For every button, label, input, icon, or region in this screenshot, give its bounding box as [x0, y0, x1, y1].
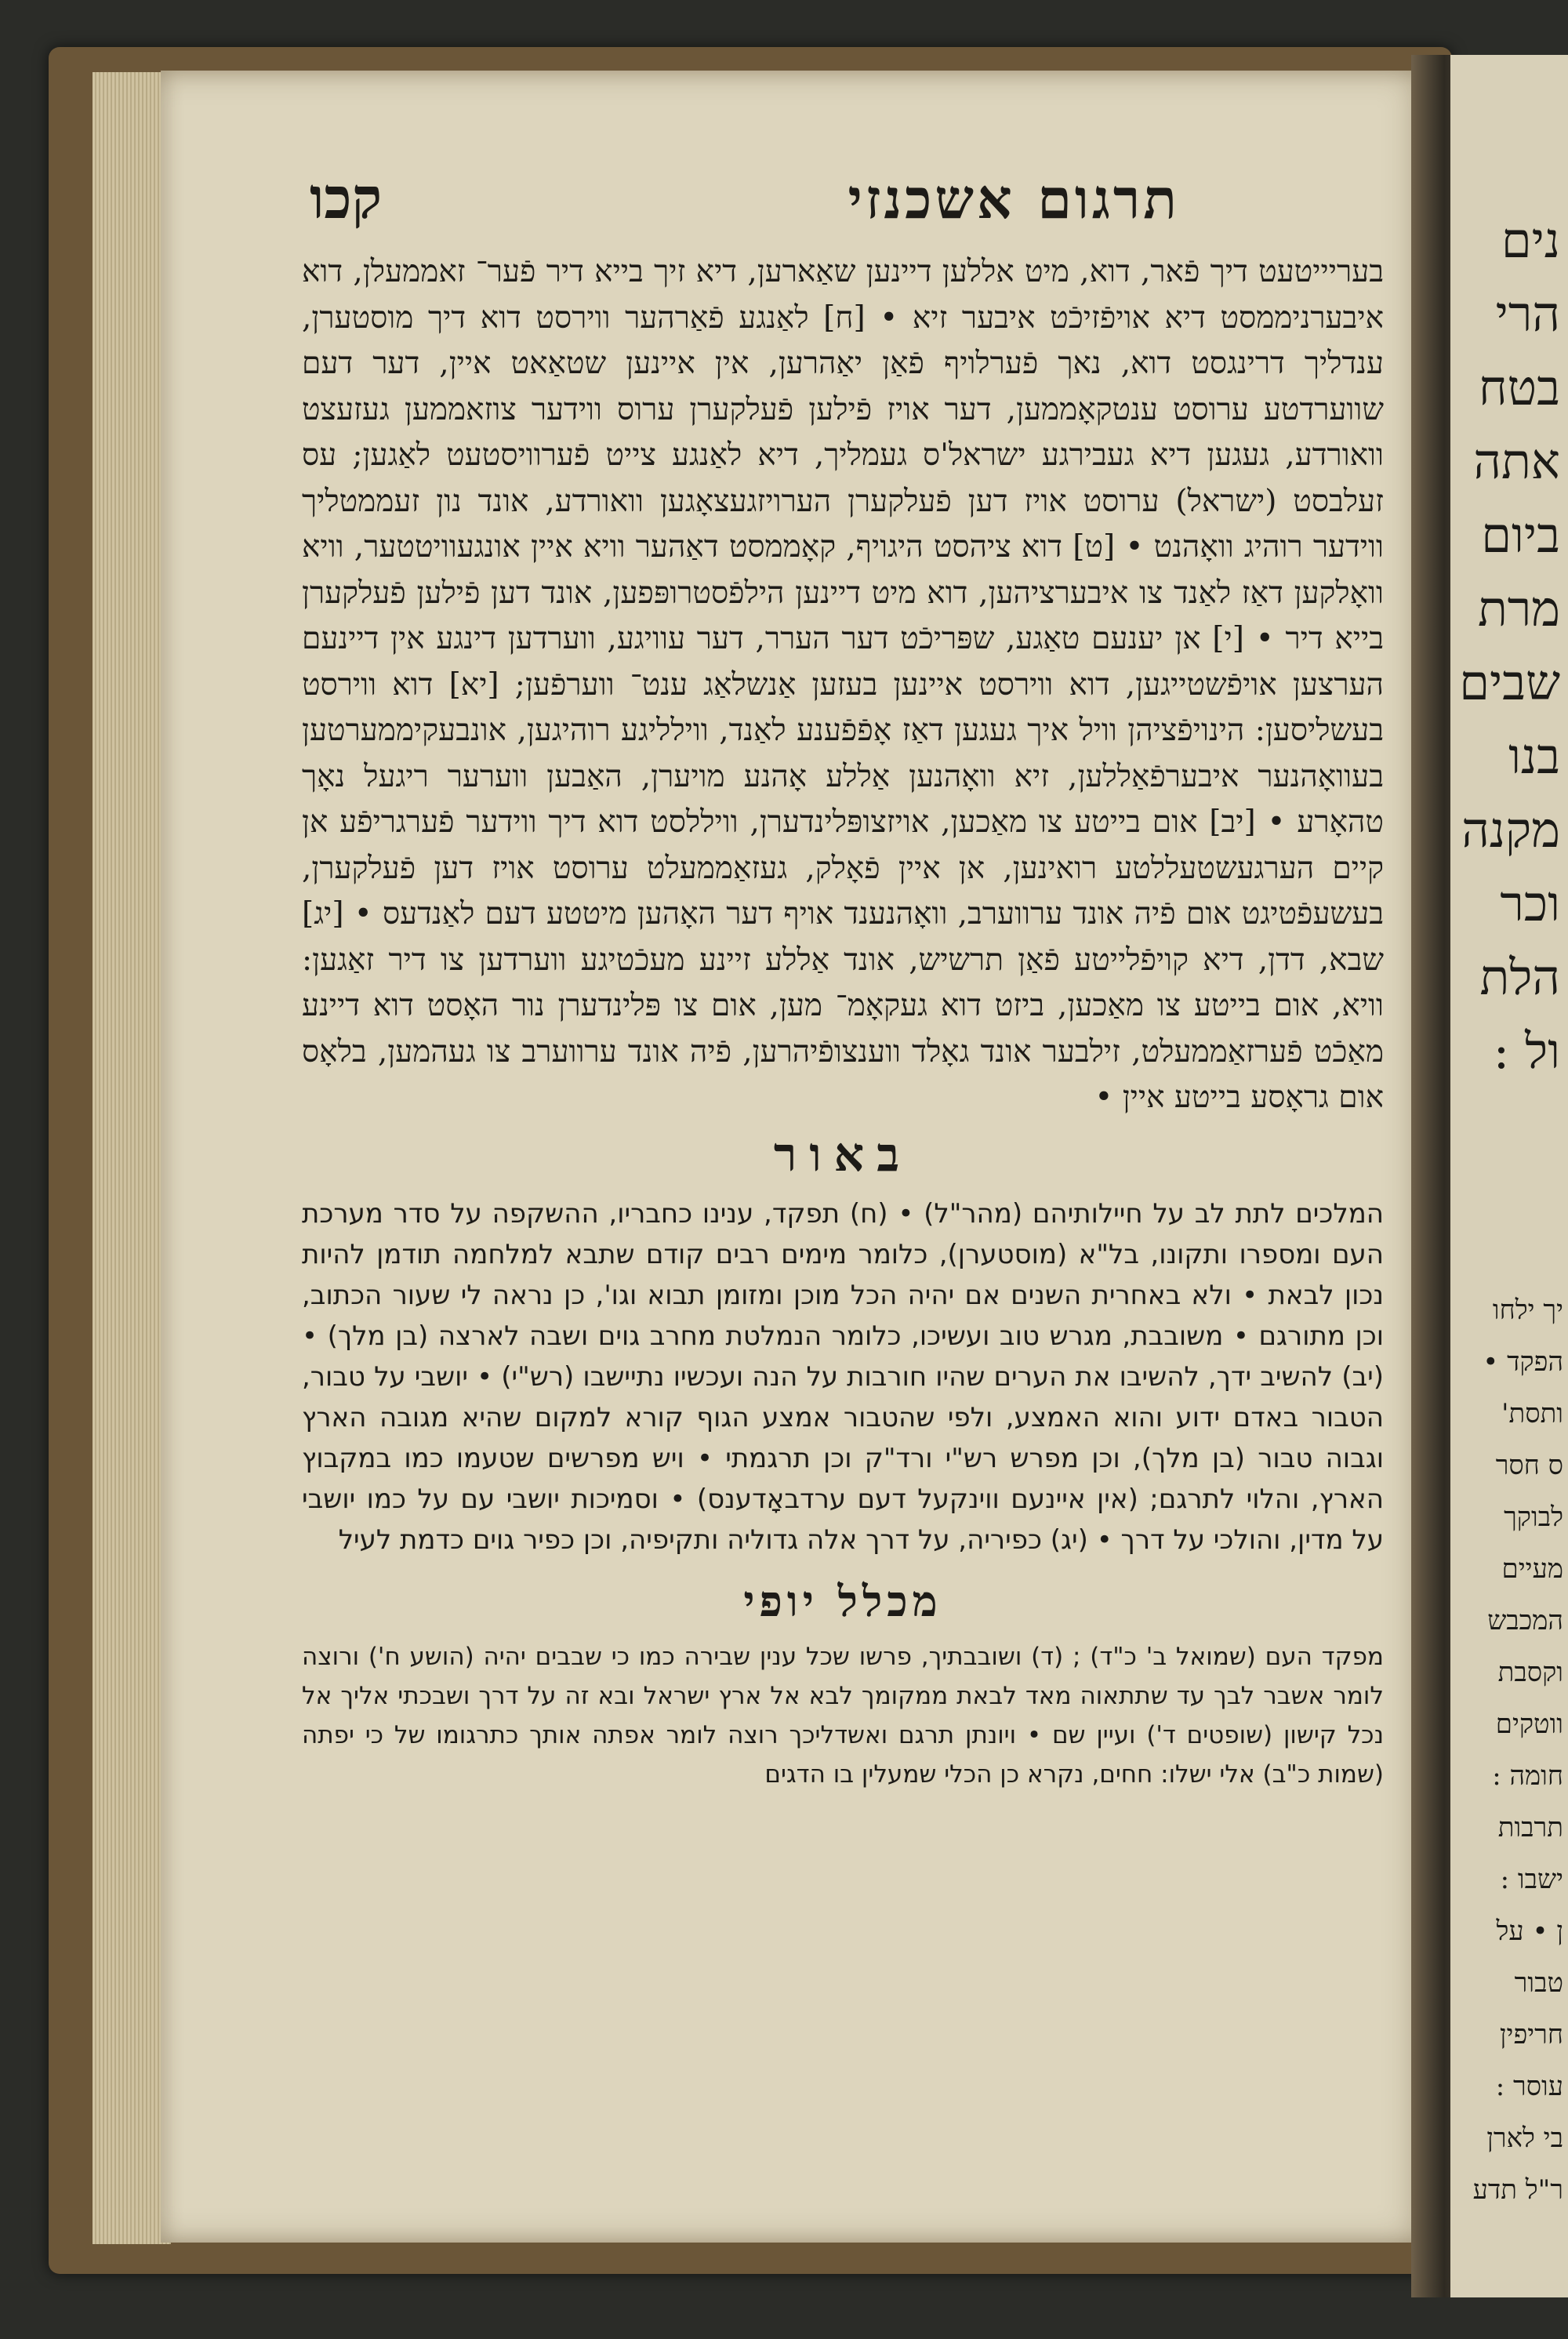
right-page-small-text [1450, 1284, 1563, 2216]
mikhlal-yofi-heading: מכלל יופי [743, 1575, 942, 1626]
right-page-large-text [1450, 204, 1560, 1088]
right-page-line: נים [1501, 212, 1560, 269]
right-page-commentary-line: ן • על [1496, 1916, 1563, 1947]
page-number: קכו [310, 165, 383, 231]
right-page-commentary-line: המכבש [1487, 1605, 1563, 1636]
right-page-line: הרי [1495, 285, 1560, 343]
right-page-line: בנו [1508, 728, 1560, 785]
right-page-commentary-line: ותסת' [1501, 1398, 1563, 1429]
right-page-line: ול : [1493, 1022, 1560, 1080]
right-page-commentary-line: עוסר : [1495, 2071, 1563, 2102]
translation-text: בעריייטעט דיך פֿאר, דוא, מיט אללען דיינען שאַארען, דיא זיך בייא דיר פֿער־ זאממעלן, דוא איבערניממסט דיא אויפֿזיכֿט איבער זיא • [ח] לאַנגע פֿאַרהער ווירסט דוא דיך מוסטערן, ענדליך דרינגסט דוא, נאך פֿערלויף פֿאַן יאַהרען, אין איינען שטאַאט איין, דער דעם שווערדטע ערוסט ענטקאָממען, דער אויז פֿילען פֿעלקערן ערוס ווידער צוזאממען געזעצט וואורדע, געגען דיא געבירגע ישראל'ס געמליך, דיא לאַנגע צייט פֿערוויסטעט לאַגען; עס זעלבסט (ישראל) ערוסט אויז דען פֿעלקערן הערויזגעצאָגען וואורדע, אונד נון זעממטליך ווידער רוהיג וואָהנט • [ט] דוא ציהסט היגויף, קאָממסט דאַהער וויא איין אונגעוויטטער, וויא וואָלקען דאַז לאַנד צו איבערציהען, דוא מיט דיינען הילפֿסטרופּפען, אונד דען פֿילען פֿעלקערן בייא דיר • [י] אן יענעם טאַגע, שפּריכֿט דער הערר, דער עוויגע, ווערדען דינגע אין דיינעם הערצען אויפֿשטייגען, דוא ווירסט איינען בעזען אַנשלאַג ענט־ ווערפֿען; [יא] דוא ווירסט בעשליסען: הינויפֿציהן וויל איך געגען דאַז אָפֿפֿענע לאַנד, ווילליגע רוהיגען, אונבעקיממערטען בעוואָהנער איבערפֿאַללען, זיא וואָהנען אַללע אָהנע מויערן, האַבען ווערער ריגעל נאָך טהאָרע • [יב] אום בייטע צו מאַכען, אויזצופּלינדערן, וויללסט דוא דיך ווידער פֿערגריפֿע אן קיים הערגעשטעללטע רואינען, אן איין פֿאָלק, געזאַממעלט ערוסט אויז דען פֿעלקערן, בעשעפֿטיגט אום פֿיה אונד ערווערב, וואָהנענד אויף דער האָהען מיטטע דעם לאַנדעס • [יג] שבא, דדן, דיא קויפֿלייטע פֿאַן תרשיש, אונד אַללע זיינע מעכֿטיגע ווערדען צו דיר זאַגען: וויא, אום בייטע צו מאַכען, ביזט דוא געקאָמ־ מען, אום צו פּלינדערן נור האָסט דוא דיינע מאַכֿט פֿערזאַממעלט, זילבער אונד גאָלד ווענצופֿיהרען, פֿיה אונד ערווערב צו געהמען, בלאָס אום גראָסע בייטע איין • [302, 254, 1384, 1115]
right-page-commentary-line: ר"ל תדע [1472, 2174, 1563, 2206]
right-page-commentary-line: וקסבת [1497, 1657, 1563, 1688]
page-header [302, 165, 1384, 235]
right-page-commentary-line: לבוקך [1504, 1502, 1563, 1533]
right-page-line: וכר [1500, 875, 1560, 932]
right-page-commentary-line: תרבות [1497, 1812, 1563, 1843]
mikhlal-yofi-text: מפקד העם (שמואל ב' כ"ד) ; (ד) ושובבתיך, פרשו שכל ענין שבירה כמו כי שבבים יהיה (הושע ח') ורוצה לומר אשבר לבך עד שתתאוה מאד לבאת ממקומך לבא אל ארץ ישראל ובא זה על דרך ושבכתי אליך אל נכל קישון (שופטים ד') ועיין שם • ויונתן תרגם ואשדליכך רוצה לומר אפתה אותך כתרגומו של כי יפתה (שמות כ"ב) אלי ישלו: חחים, נקרא כן הכלי שמעלין בו הדגים [302, 1642, 1384, 1789]
right-page-line: ביום [1481, 507, 1560, 564]
right-page-partial [1450, 55, 1568, 2297]
right-page-commentary-line: טבור [1514, 1967, 1563, 1999]
right-page-line: הלת [1479, 949, 1560, 1006]
right-page-line: שבים [1459, 654, 1560, 711]
right-page-commentary-line: חומה : [1492, 1760, 1563, 1792]
biur-heading: באור [773, 1127, 913, 1182]
right-page-commentary-line: חריפין [1499, 2019, 1563, 2050]
biur-commentary: המלכים לתת לב על חיילותיהם (מהר"ל) • (ח) תפקד, ענינו כחבריו, ההשקפה על סדר מערכת העם ומספרו ותקונו, בל"א (מוסטערן), כלומר מימים רבים קודם שתבא למלחמה תודמן להיות נכון לבאת • ולא באחרית השנים אם יהיה הכל מוכן ומזומן תבוא וגו', כן נראה לי שעור הכתוב, וכן מתורגם • משובבת, מגרש טוב ועשיכו, כלומר הנמלטת מחרב גוים ושבה לארצה (בן מלך) • (יב) להשיב ידך, להשיבו את הערים שהיו חורבות על הנה ועכשיו נתיישבו (רש"י) • יושבי על טבור, הטבור באדם ידוע והוא האמצע, ולפי שהטבור אמצע הגוף קורא למקום שהיא מגובה הארץ וגבוה טבור (בן מלך), וכן מפרש רש"י ורד"ק וכן תרגמתי • ויש מפרשים שטעמו כמו במקבוץ הארץ, והלוי לתרגם; (אין איינעם ווינקעל דעם ערדבאָדענס) • וסמיכות יושבי עם על כמו יושבי על מדין, והולכי על דרך • (יג) כפיריה, על דרך אלה גדוליה ותקיפיה, וכן כפיר גוים כדמת לעיל [302, 1197, 1384, 1556]
right-page-line: מקנה [1461, 801, 1560, 859]
right-page-commentary-line: הפקד • [1483, 1346, 1563, 1378]
left-page-content [302, 165, 1384, 1794]
page-stack-edge [93, 72, 171, 2244]
right-page-commentary-line: ווטקים [1495, 1709, 1563, 1740]
right-page-commentary-line: ס חסר [1495, 1450, 1563, 1481]
running-title: תרגום אשכנזי [848, 166, 1180, 231]
right-page-line: מרת [1477, 580, 1560, 637]
right-page-commentary-line: יך ילחו [1492, 1295, 1563, 1326]
right-page-commentary-line: בי לארן [1486, 2123, 1563, 2154]
right-page-line: אתה [1473, 433, 1560, 490]
right-page-commentary-line: ישבו : [1500, 1864, 1563, 1895]
right-page-line: בטח [1478, 359, 1560, 416]
right-page-commentary-line: מעיים [1501, 1553, 1563, 1585]
